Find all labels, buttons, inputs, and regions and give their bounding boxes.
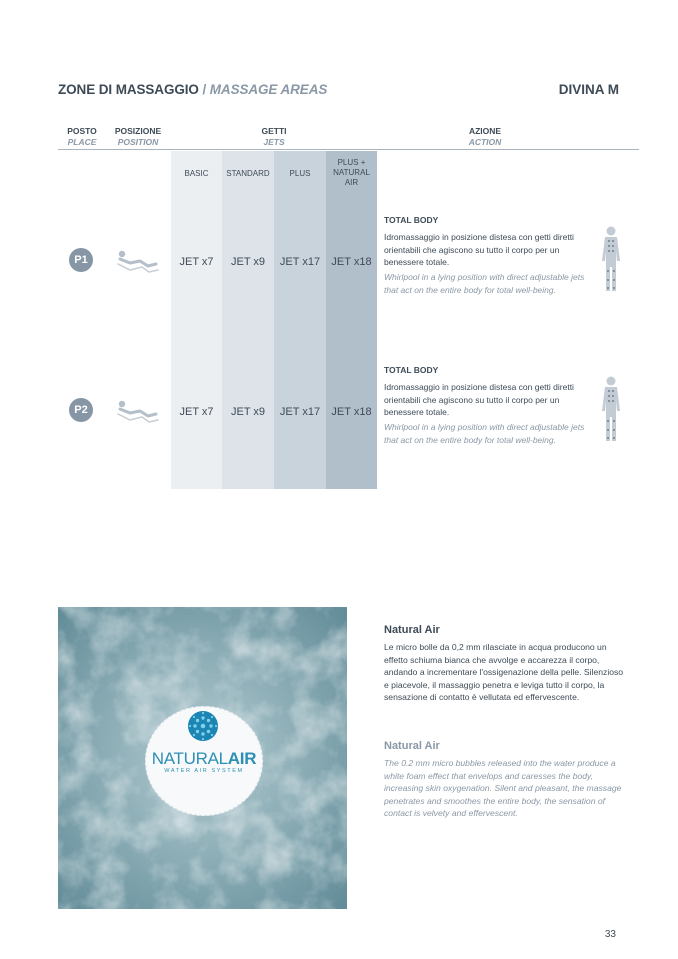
natural-air-title-it: Natural Air <box>384 624 440 636</box>
model-name: DIVINA M <box>558 82 619 97</box>
place-badge-p2: P2 <box>69 398 93 422</box>
action-desc-it-p1: Idromassaggio in posizione distesa con getti diretti orientabili che agiscono su tutto il corpo per un benessere totale. <box>384 232 574 267</box>
action-title-p2: TOTAL BODY <box>384 365 439 375</box>
natural-air-logo-subtitle: WATER AIR SYSTEM <box>164 768 244 774</box>
natural-air-title-en: Natural Air <box>384 740 440 752</box>
column-standard <box>222 151 274 489</box>
jet-count-basic-p2: JET x7 <box>179 406 214 418</box>
natural-air-body-it: Le micro bolle da 0,2 mm rilasciate in acqua producono un effetto schiuma bianca che avvolge e accarezza il corpo, andando a incrementare l'ossigenazione della pelle. Silenzioso e piacevole, il massaggio penetra e leviga tutto il corpo, la sensazione di contatto è vellutata ed effervescente. <box>384 642 624 703</box>
action-title-p1: TOTAL BODY <box>384 215 439 225</box>
natural-air-logo-text: NATURALAIR <box>151 749 257 768</box>
body-jets-icon <box>599 225 623 293</box>
jet-count-plus-air-p2: JET x18 <box>331 406 372 418</box>
natural-air-body-en: The 0.2 mm micro bubbles released into the water produce a white foam effect that envelops and caresses the body, increasing skin oxygenation. Silent and pleasant, the massage penetrates and smoothes the entire body, the sensation of contact is velvety and effervescent. <box>384 758 622 819</box>
jet-count-plus-p2: JET x17 <box>279 406 321 418</box>
jet-type-basic: BASIC <box>184 169 209 178</box>
action-desc-en-p2: Whirlpool in a lying position with direct adjustable jets that act on the entire body for total well-being. <box>384 422 585 445</box>
jet-type-standard: STANDARD <box>226 169 270 178</box>
jet-count-basic-p1: JET x7 <box>179 256 214 268</box>
header-action: AZIONE ACTION <box>468 126 502 147</box>
jet-type-plus-natural-air: PLUS + NATURAL AIR <box>333 158 370 187</box>
header-jets: GETTI JETS <box>261 126 287 147</box>
page-title <box>58 82 327 97</box>
jet-count-plus-air-p1: JET x18 <box>331 256 372 268</box>
column-basic <box>171 151 222 489</box>
lying-position-icon <box>116 247 160 275</box>
column-plus <box>274 151 326 489</box>
header-place: POSTO PLACE <box>67 126 97 147</box>
jet-type-plus: PLUS <box>289 169 311 178</box>
body-jets-icon <box>599 375 623 443</box>
title-separator: / <box>202 82 207 97</box>
jet-count-standard-p2: JET x9 <box>230 406 266 418</box>
jet-count-plus-p1: JET x17 <box>279 256 321 268</box>
page-number: 33 <box>604 929 616 940</box>
title-english: MASSAGE AREAS <box>209 82 328 97</box>
column-plus-natural-air <box>326 151 377 489</box>
header-position: POSIZIONE POSITION <box>114 126 162 147</box>
action-desc-it-p2: Idromassaggio in posizione distesa con getti diretti orientabili che agiscono su tutto il corpo per un benessere totale. <box>384 382 574 417</box>
title-italian: ZONE DI MASSAGGIO <box>58 82 199 97</box>
jet-count-standard-p1: JET x9 <box>230 256 266 268</box>
header-divider <box>58 149 639 150</box>
place-badge-p1: P1 <box>69 248 93 272</box>
action-desc-en-p1: Whirlpool in a lying position with direct adjustable jets that act on the entire body for total well-being. <box>384 272 585 295</box>
bubble-sphere-icon <box>183 706 223 746</box>
lying-position-icon <box>116 397 160 425</box>
